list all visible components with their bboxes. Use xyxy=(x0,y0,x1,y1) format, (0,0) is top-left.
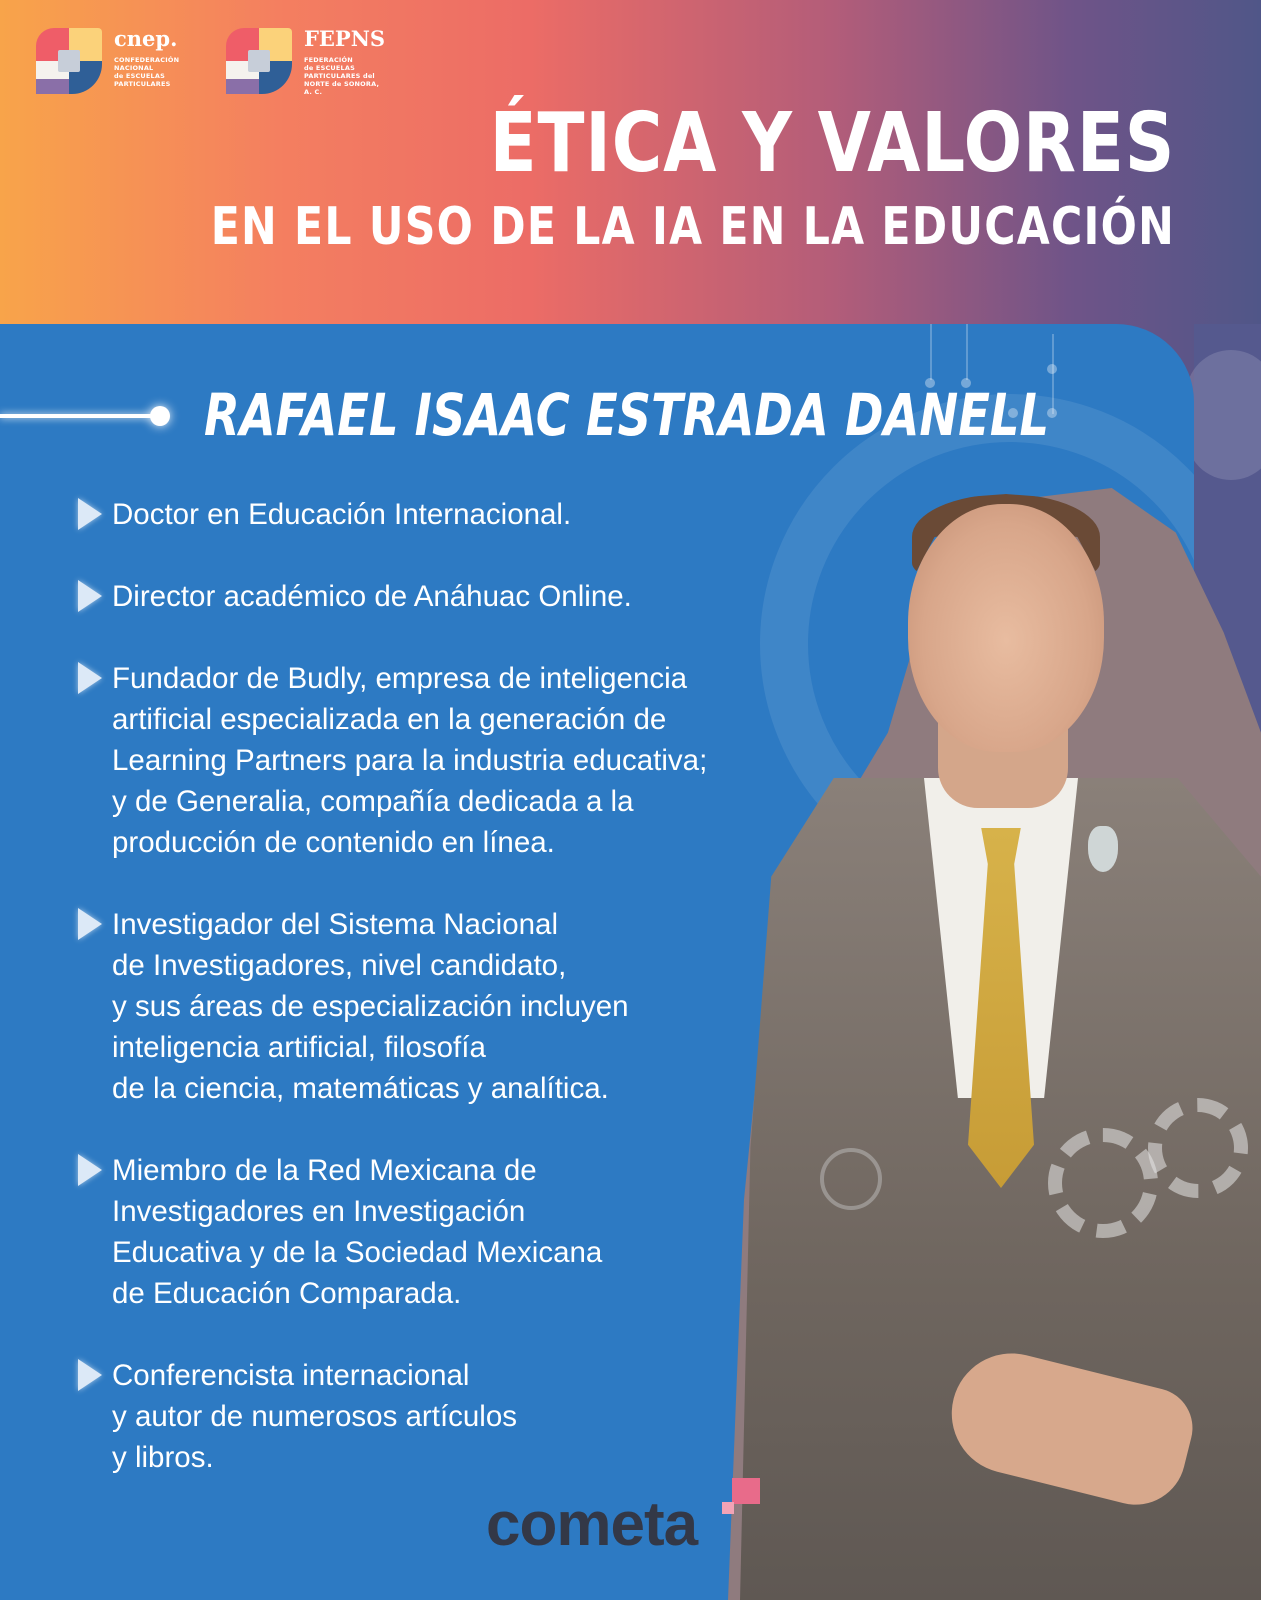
circuit-line xyxy=(966,324,968,380)
bio-item xyxy=(78,494,778,535)
gear-icon xyxy=(1148,1098,1248,1198)
cnep-logo-text xyxy=(114,28,196,88)
fepns-tagline: FEDERACIÓN de ESCUELAS PARTICULARES del NORTE de SONORA, A. C. xyxy=(304,56,380,96)
fepns-name: FEPNS xyxy=(304,26,386,51)
triangle-bullet-icon xyxy=(78,908,102,940)
bio-item-text: Fundador de Budly, empresa de inteligencia artificial especializada en la generación de Learning Partners para la industria educativa; y de Generalia, compañía dedicada a la producción de contenido en línea. xyxy=(112,662,708,859)
triangle-bullet-icon xyxy=(78,498,102,530)
cnep-logo-mark xyxy=(36,28,102,94)
triangle-bullet-icon xyxy=(78,580,102,612)
cometa-logo-square xyxy=(732,1478,760,1504)
bio-item xyxy=(78,576,778,617)
bio-item xyxy=(78,904,778,1109)
gear-icon xyxy=(1048,1128,1158,1238)
name-accent-line xyxy=(0,414,158,418)
bio-item-text: Doctor en Educación Internacional. xyxy=(112,498,572,531)
name-accent-dot xyxy=(150,406,170,426)
bio-item xyxy=(78,658,778,863)
bio-item-text: Conferencista internacional y autor de numerosos artículos y libros. xyxy=(112,1359,518,1474)
cnep-name: cnep. xyxy=(114,26,178,51)
cometa-logo-square xyxy=(722,1502,734,1514)
cometa-logo: cometa xyxy=(486,1490,698,1559)
cloud-icon xyxy=(1186,350,1261,480)
triangle-bullet-icon xyxy=(78,1359,102,1391)
circuit-line xyxy=(930,324,932,380)
page-subtitle: EN EL USO DE LA IA EN LA EDUCACIÓN xyxy=(210,197,1175,257)
circuit-line xyxy=(1052,334,1054,414)
bio-item-text: Investigador del Sistema Nacional de Investigadores, nivel candidato, y sus áreas de especialización incluyen inteligencia artificial, filosofía de la ciencia, matemáticas y analítica. xyxy=(112,908,629,1105)
cnep-logo xyxy=(36,28,196,94)
page-title: ÉTICA Y VALORES xyxy=(489,96,1175,191)
fepns-logo-text xyxy=(304,28,386,96)
cnep-tagline: CONFEDERACIÓN NACIONAL de ESCUELAS PARTICULARES xyxy=(114,56,180,88)
circuit-dot xyxy=(1047,364,1057,374)
face xyxy=(908,504,1104,752)
triangle-bullet-icon xyxy=(78,1154,102,1186)
fepns-logo xyxy=(226,28,386,96)
bio-item-text: Director académico de Anáhuac Online. xyxy=(112,580,632,613)
speaker-photo xyxy=(728,488,1261,1600)
lapel-pin-icon xyxy=(1088,826,1118,872)
bio-item xyxy=(78,1150,778,1314)
bio-item-text: Miembro de la Red Mexicana de Investigadores en Investigación Educativa y de la Sociedad Mexicana de Educación Comparada. xyxy=(112,1154,603,1310)
fepns-logo-mark xyxy=(226,28,292,94)
speaker-name: RAFAEL ISAAC ESTRADA DANELL xyxy=(204,381,1050,449)
bio-item xyxy=(78,1355,778,1478)
ring-icon xyxy=(820,1148,882,1210)
triangle-bullet-icon xyxy=(78,662,102,694)
